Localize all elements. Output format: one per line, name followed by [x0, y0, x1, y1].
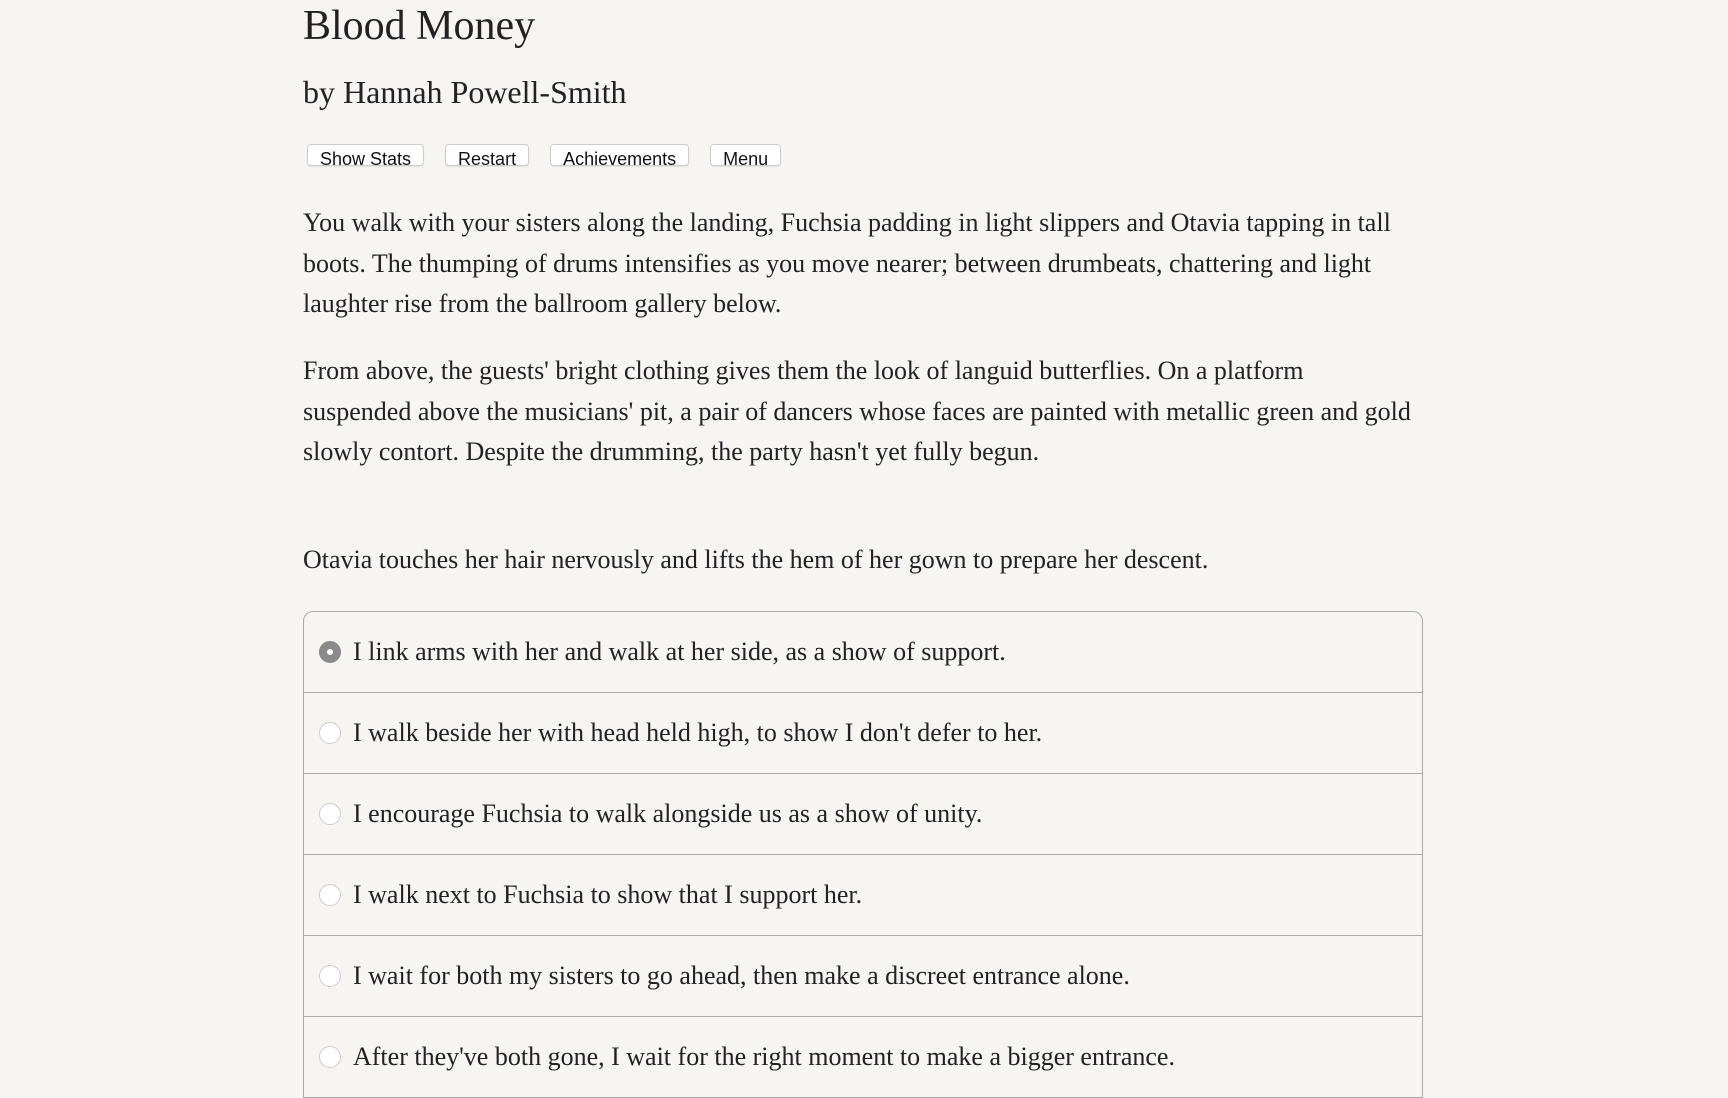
toolbar: [307, 144, 781, 169]
story-paragraph: From above, the guests' bright clothing gives them the look of languid butterflies. On a platform suspended above the musicians' pit, a pair of dancers whose faces are painted with metallic green and gold slowly contort. Despite the drumming, the party hasn't yet fully begun.: [303, 356, 1411, 467]
choice-option[interactable]: [304, 612, 1422, 693]
radio-button-icon[interactable]: [319, 803, 341, 825]
choice-option[interactable]: [304, 693, 1422, 774]
choice-option[interactable]: [304, 855, 1422, 936]
radio-button-icon[interactable]: [319, 641, 341, 663]
radio-button-icon[interactable]: [319, 1046, 341, 1068]
choice-label: I walk beside her with head held high, to show I don't defer to her.: [353, 718, 1043, 747]
choice-label: I link arms with her and walk at her side, as a show of support.: [353, 637, 1006, 666]
restart-button[interactable]: Restart: [445, 144, 529, 166]
show-stats-button[interactable]: Show Stats: [307, 144, 424, 166]
radio-button-icon[interactable]: [319, 965, 341, 987]
radio-button-icon[interactable]: [319, 722, 341, 744]
choice-option[interactable]: [304, 1017, 1422, 1098]
choice-label: I encourage Fuchsia to walk alongside us as a show of unity.: [353, 799, 983, 828]
choice-option[interactable]: [304, 774, 1422, 855]
menu-button[interactable]: Menu: [710, 144, 781, 166]
choice-label: I walk next to Fuchsia to show that I support her.: [353, 880, 863, 909]
game-author: by Hannah Powell-Smith: [303, 74, 627, 110]
story-paragraph: You walk with your sisters along the landing, Fuchsia padding in light slippers and Otavia tapping in tall boots. The thumping of drums intensifies as you move nearer; between drumbeats, chattering and light laughter rise from the ballroom gallery below.: [303, 208, 1391, 319]
choice-label: I wait for both my sisters to go ahead, then make a discreet entrance alone.: [353, 961, 1130, 990]
choice-label: After they've both gone, I wait for the right moment to make a bigger entrance.: [353, 1042, 1175, 1071]
game-title: Blood Money: [303, 3, 536, 49]
achievements-button[interactable]: Achievements: [550, 144, 689, 166]
choice-option[interactable]: [304, 936, 1422, 1017]
choice-list: [303, 611, 1423, 1098]
story-paragraph: Otavia touches her hair nervously and lifts the hem of her gown to prepare her descent.: [303, 545, 1209, 574]
radio-button-icon[interactable]: [319, 884, 341, 906]
